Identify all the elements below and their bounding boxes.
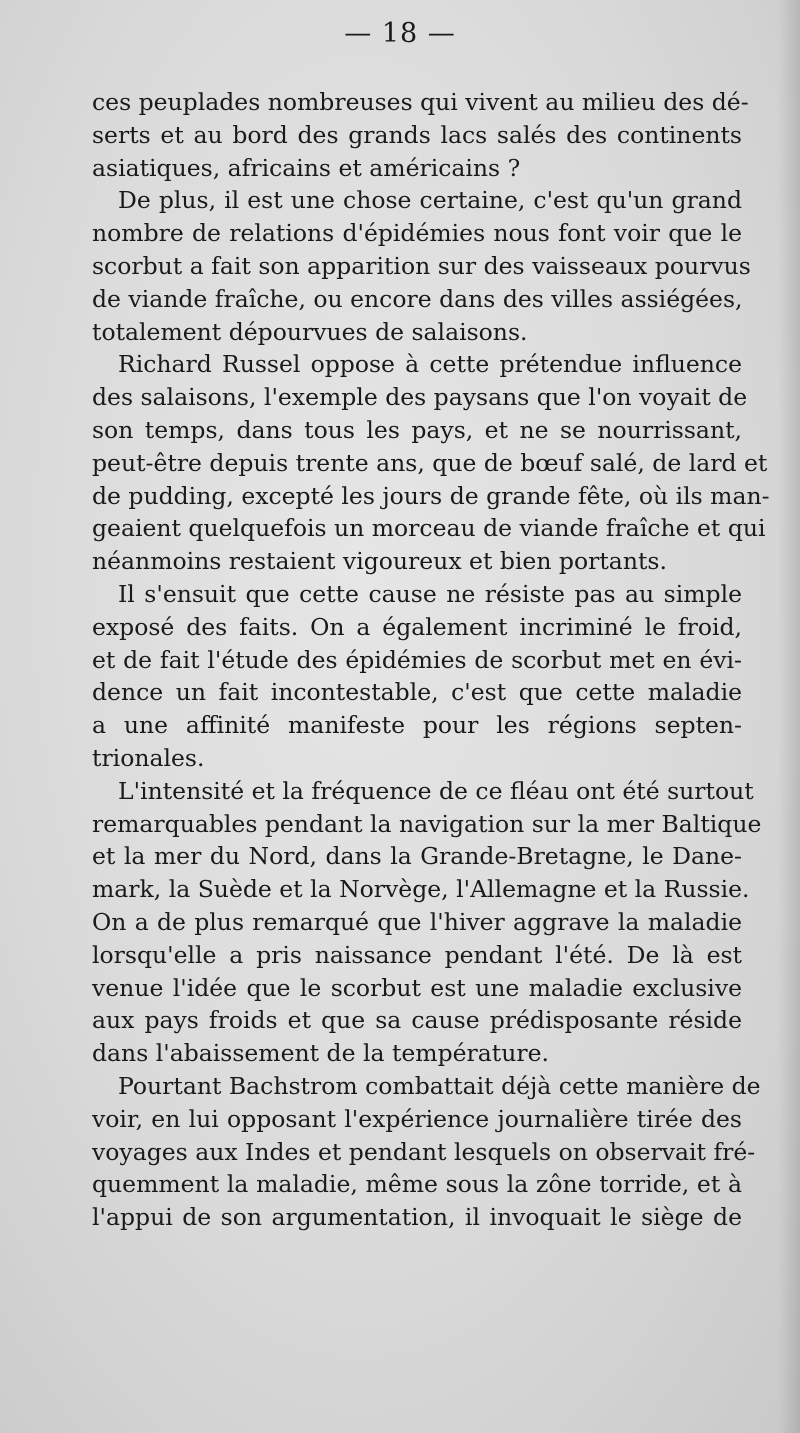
text-line: On a de plus remarqué que l'hiver aggrave la maladie bbox=[92, 907, 742, 936]
text-line: L'intensité et la fréquence de ce fléau ont été surtout bbox=[118, 776, 754, 805]
text-line: aux pays froids et que sa cause prédisposante réside bbox=[92, 1006, 742, 1035]
text-line: de pudding, excepté les jours de grande fête, où ils man- bbox=[92, 481, 770, 510]
text-line: a une affinité manifeste pour les régions septen- bbox=[92, 711, 742, 740]
text-line: remarquables pendant la navigation sur la mer Baltique bbox=[92, 809, 762, 838]
text-line: néanmoins restaient vigoureux et bien portants. bbox=[92, 547, 667, 576]
text-line: venue l'idée que le scorbut est une maladie exclusive bbox=[92, 973, 742, 1002]
text-line: asiatiques, africains et américains ? bbox=[92, 153, 521, 182]
text-line: des salaisons, l'exemple des paysans que l'on voyait de bbox=[92, 383, 748, 412]
text-line: et de fait l'étude des épidémies de scorbut met en évi- bbox=[92, 645, 742, 674]
text-line: totalement dépourvues de salaisons. bbox=[92, 317, 528, 346]
body-text bbox=[92, 86, 770, 1234]
page-edge-shadow bbox=[778, 0, 800, 1433]
text-line: son temps, dans tous les pays, et ne se nourrissant, bbox=[92, 415, 742, 444]
text-line: De plus, il est une chose certaine, c'est qu'un grand bbox=[118, 186, 742, 215]
text-line: Il s'ensuit que cette cause ne résiste pas au simple bbox=[118, 579, 742, 608]
text-line: voyages aux Indes et pendant lesquels on observait fré- bbox=[92, 1137, 756, 1166]
text-line: scorbut a fait son apparition sur des vaisseaux pourvus bbox=[92, 251, 751, 280]
text-line: lorsqu'elle a pris naissance pendant l'été. De là est bbox=[92, 940, 742, 969]
text-line: quemment la maladie, même sous la zône torride, et à bbox=[92, 1170, 742, 1199]
text-line: trionales. bbox=[92, 743, 205, 772]
text-line: Pourtant Bachstrom combattait déjà cette manière de bbox=[118, 1071, 761, 1100]
text-line: de viande fraîche, ou encore dans des villes assiégées, bbox=[92, 284, 743, 313]
text-line: mark, la Suède et la Norvège, l'Allemagne et la Russie. bbox=[92, 875, 750, 904]
text-line: exposé des faits. On a également incriminé le froid, bbox=[92, 612, 742, 641]
text-line: nombre de relations d'épidémies nous font voir que le bbox=[92, 219, 742, 248]
text-line: ces peuplades nombreuses qui vivent au milieu des dé- bbox=[92, 88, 749, 116]
text-line: serts et au bord des grands lacs salés des continents bbox=[92, 120, 742, 149]
text-line: peut-être depuis trente ans, que de bœuf salé, de lard et bbox=[92, 448, 768, 477]
text-line: voir, en lui opposant l'expérience journalière tirée des bbox=[92, 1104, 742, 1133]
text-line: et la mer du Nord, dans la Grande-Bretagne, le Dane- bbox=[92, 842, 742, 871]
text-line: dence un fait incontestable, c'est que cette maladie bbox=[92, 678, 742, 707]
page-number: — 18 — bbox=[344, 18, 456, 49]
text-line: geaient quelquefois un morceau de viande fraîche et qui bbox=[92, 514, 766, 543]
text-line: l'appui de son argumentation, il invoquait le siège de bbox=[92, 1203, 742, 1232]
text-line: dans l'abaissement de la température. bbox=[92, 1039, 549, 1068]
text-line: Richard Russel oppose à cette prétendue influence bbox=[118, 350, 742, 379]
